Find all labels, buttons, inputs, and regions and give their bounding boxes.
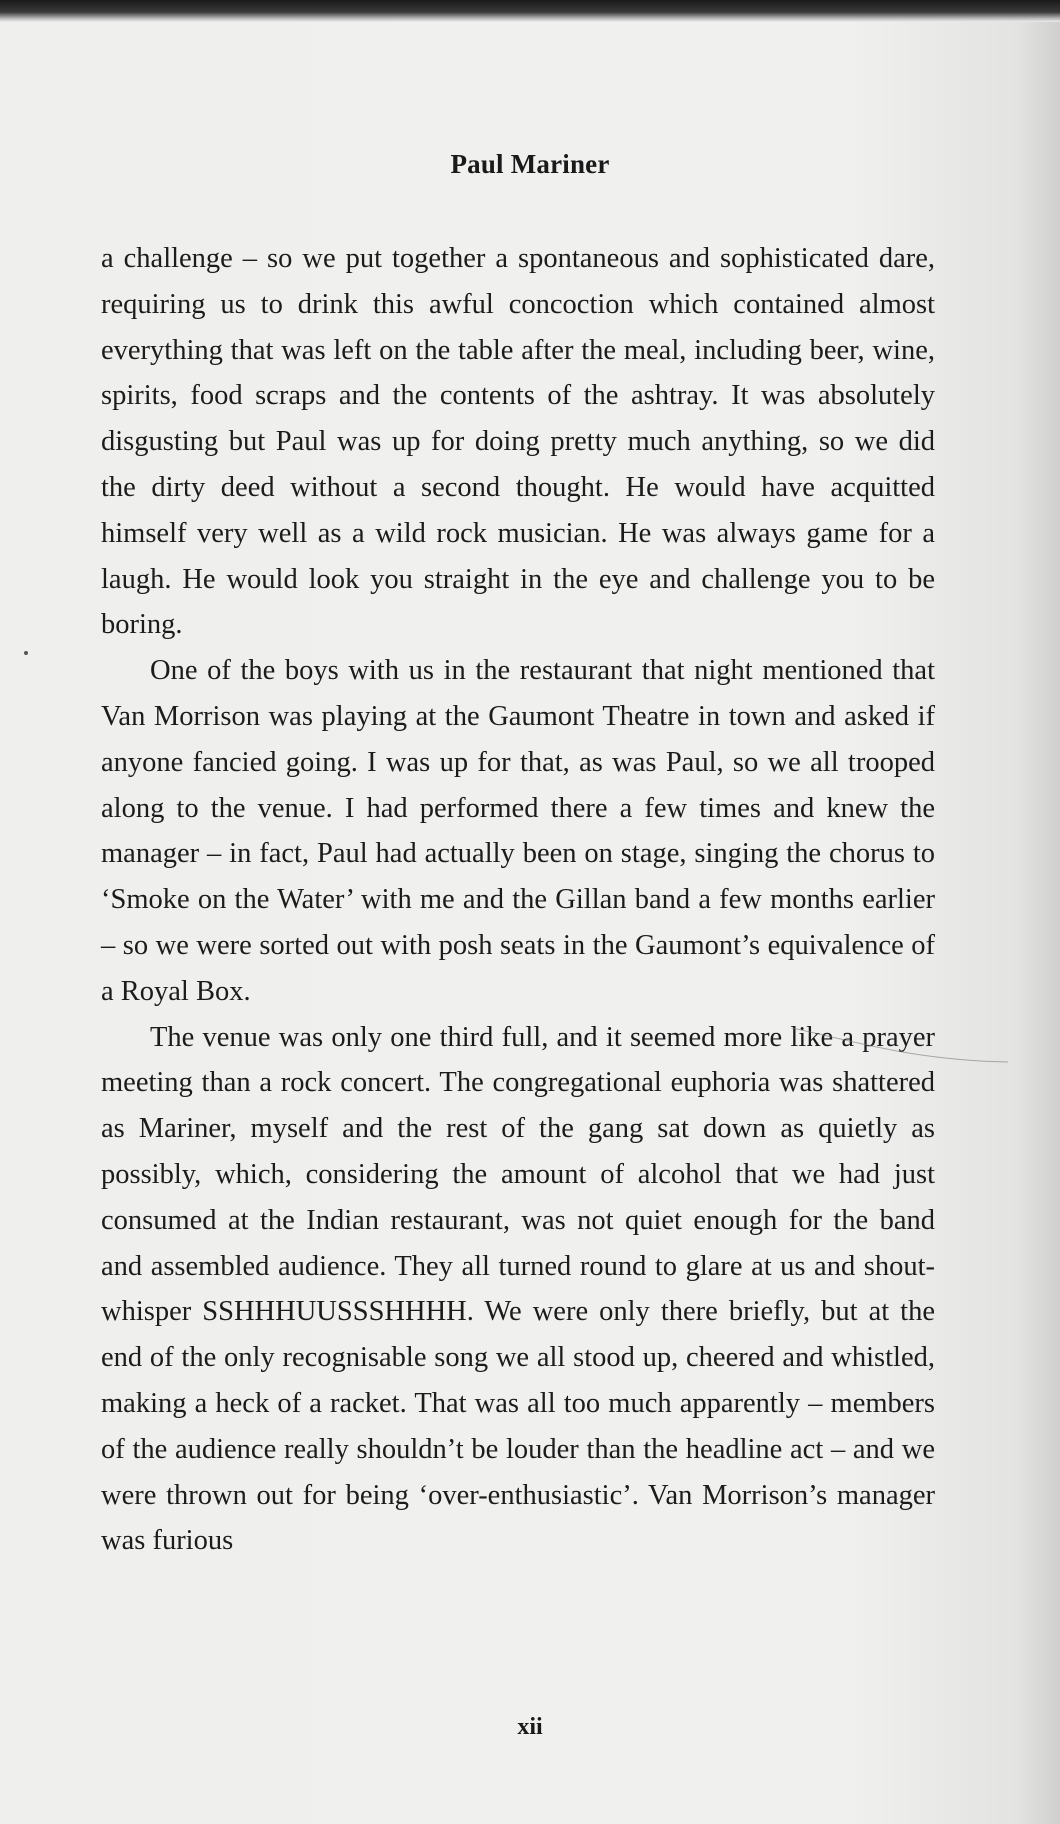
paper-hairline (790, 1022, 1010, 1072)
paragraph-2: One of the boys with us in the restaurant that night mentioned that Van Morrison was playing at the Gaumont Theatre in town and asked if anyone fancied going. I was up for that, as was Paul, so we all trooped along to the venue. I had performed there a few times and knew the manager – in fact, Paul had actually been on stage, singing the chorus to ‘Smoke on the Water’ with me and the Gillan band a few months earlier – so we were sorted out with posh seats in the Gaumont’s equivalence of a Royal Box. (101, 655, 935, 1007)
paragraph-1: a challenge – so we put together a spontaneous and sophisticated dare, requiring us to drink this awful concoction which contained almost everything that was left on the table after the meal, including beer, wine, spirits, food scraps and the contents of the ashtray. It was absolutely disgusting but Paul was up for doing pretty much anything, so we did the dirty deed without a second thought. He would have acquitted himself very well as a wild rock musician. He was always game for a laugh. He would look you straight in the eye and challenge you to be boring. (101, 243, 935, 641)
page-number: xii (517, 1714, 543, 1740)
book-top-edge-shadow (0, 0, 1060, 22)
running-head: Paul Mariner (450, 149, 610, 179)
paragraph-3: The venue was only one third full, and it seemed more like a prayer meeting than a rock concert. The congregational euphoria was shattered as Mariner, myself and the rest of the gang sat down as quietly as possibly, which, considering the amount of alcohol that we had just consumed at the Indian restaurant, was not quiet enough for the band and assembled audience. They all turned round to glare at us and shout-whisper SSHHHUUSSSHHHH. We were only there briefly, but at the end of the only recognisable song we all stood up, cheered and whistled, making a heck of a racket. That was all too much apparently – members of the audience really shouldn’t be louder than the headline act – and we were thrown out for being ‘over-enthusiastic’. Van Morrison’s manager was furious (101, 1021, 935, 1557)
paper-speck (24, 651, 28, 655)
book-page (0, 22, 1060, 1824)
body-text (101, 236, 935, 1564)
